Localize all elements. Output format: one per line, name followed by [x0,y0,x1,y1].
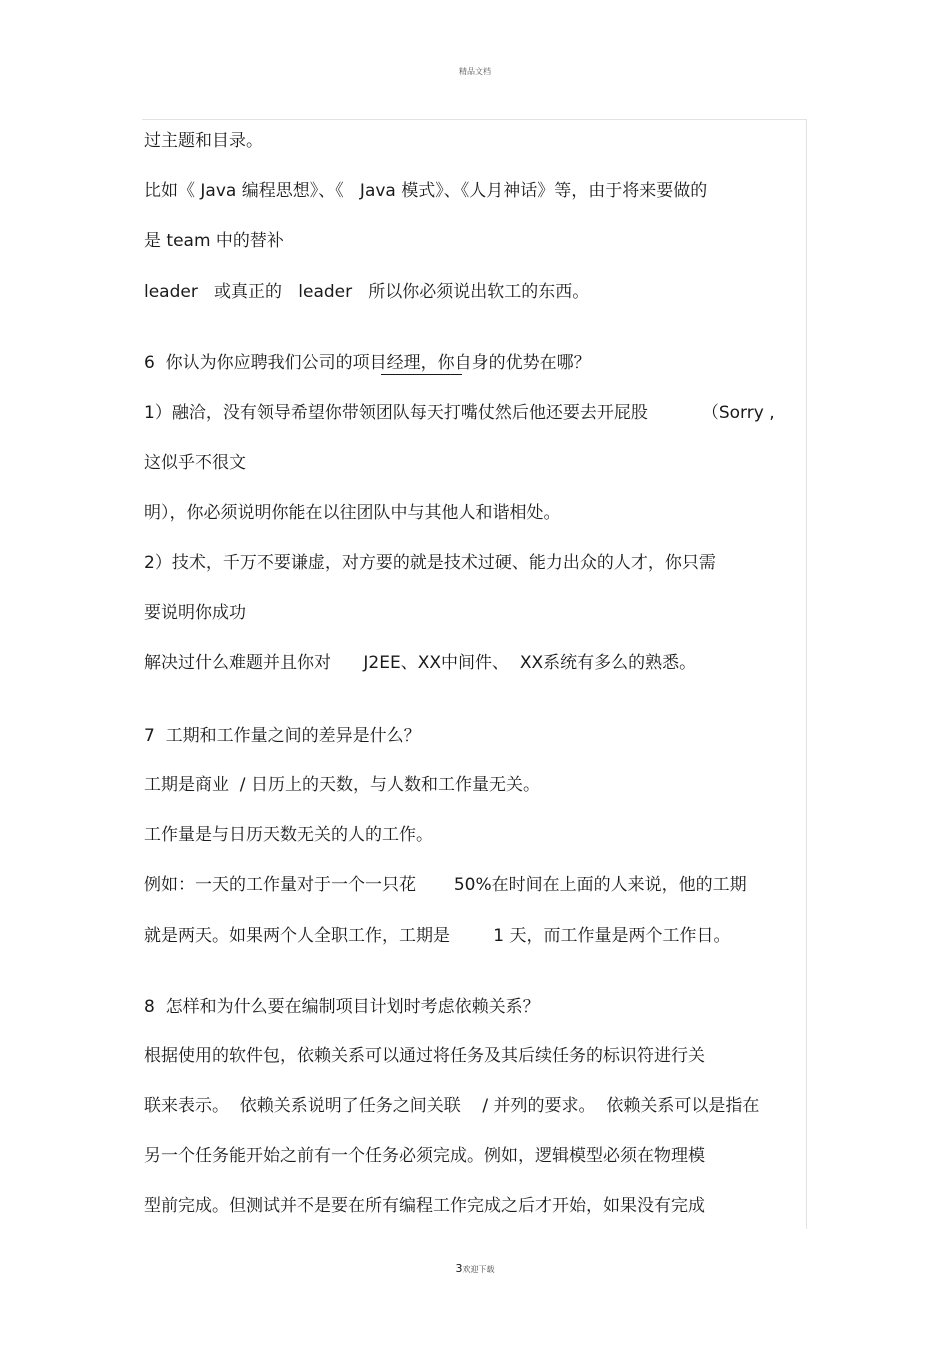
text-line: 是 team 中的替补 [144,231,284,251]
text-line: 另一个任务能开始之前有一个任务必须完成。例如，逻辑模型必须在物理模 [144,1146,705,1166]
text-line: 联来表示。 依赖关系说明了任务之间关联 / 并列的要求。 依赖关系可以是指在 [144,1096,760,1116]
text-line: 要说明你成功 [144,603,246,623]
text-line: 型前完成。但测试并不是要在所有编程工作完成之后才开始，如果没有完成 [144,1196,705,1216]
footer-text: 欢迎下载 [462,1265,495,1274]
text-line: 这似乎不很文 [144,453,246,473]
text-line: 根据使用的软件包，依赖关系可以通过将任务及其后续任务的标识符进行关 [144,1046,705,1066]
text-line: 明），你必须说明你能在以往团队中与其他人和谐相处。 [144,503,561,523]
page-number: 3 [455,1262,463,1275]
page-footer [0,1262,950,1275]
question-heading-8: 8 怎样和为什么要在编制项目计划时考虑依赖关系？ [144,997,540,1017]
text-line: 例如：一天的工作量对于一个一只花 50%在时间在上面的人来说，他的工期 [144,875,747,895]
content-frame-right-border [806,119,807,1229]
heading-underline [381,374,462,375]
text-line: 工期是商业 / 日历上的天数，与人数和工作量无关。 [144,775,540,795]
text-line: 2）技术，千万不要谦虚，对方要的就是技术过硬、能力出众的人才，你只需 [144,553,716,573]
text-line: leader 或真正的 leader 所以你必须说出软工的东西。 [144,282,590,302]
text-line: 解决过什么难题并且你对 J2EE、XX中间件、 XX系统有多么的熟悉。 [144,653,697,673]
content-frame-top-border [142,119,807,120]
text-line: 1）融洽，没有领导希望你带领团队每天打嘴仗然后他还要去开屁股 （Sorry , [144,403,775,423]
question-heading-6: 6 你认为你应聘我们公司的项目经理，你自身的优势在哪？ [144,353,591,373]
page-header: 精品文档 [459,67,491,76]
text-line: 工作量是与日历天数无关的人的工作。 [144,825,433,845]
text-line: 就是两天。如果两个人全职工作，工期是 1 天，而工作量是两个工作日。 [144,926,731,946]
question-heading-7: 7 工期和工作量之间的差异是什么？ [144,726,421,746]
text-line: 过主题和目录。 [144,131,263,151]
text-line: 比如《 Java 编程思想》、《 Java 模式》、《人月神话》等，由于将来要做的 [144,181,708,201]
